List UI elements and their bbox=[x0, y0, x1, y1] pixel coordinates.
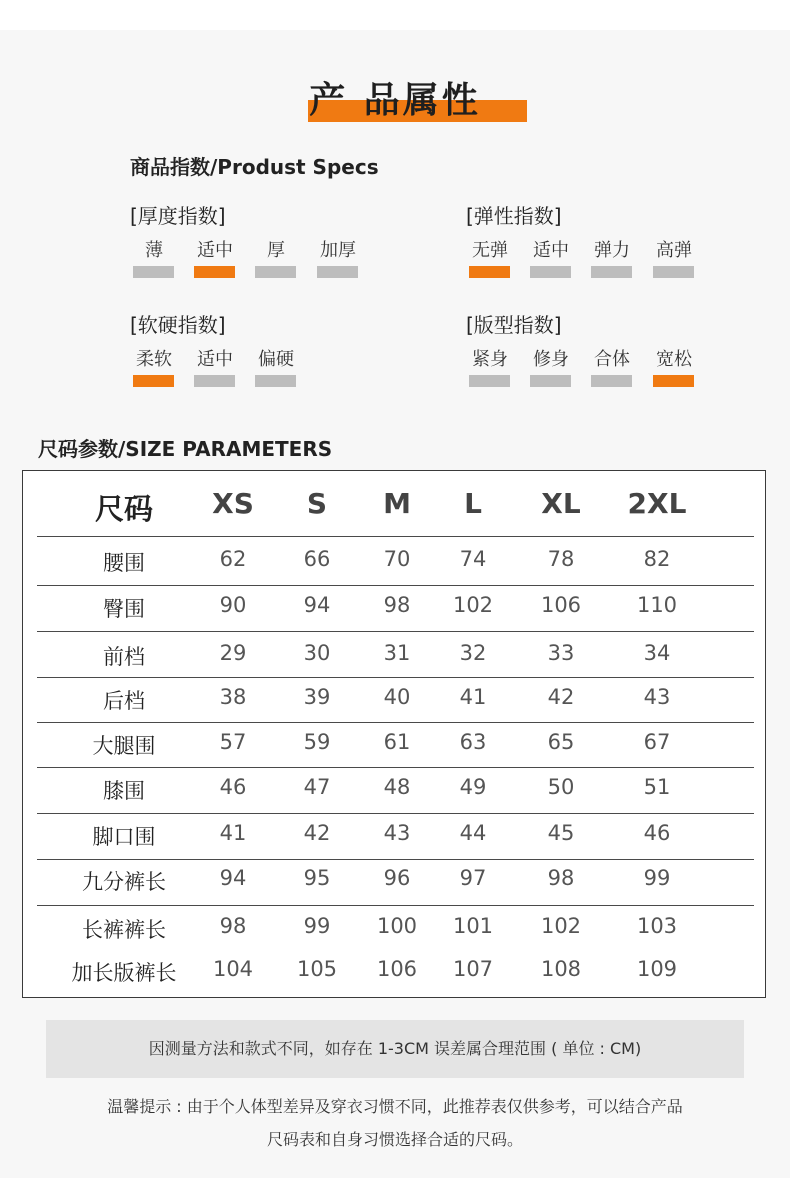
row-value: 45 bbox=[547, 821, 575, 845]
row-value: 98 bbox=[547, 866, 575, 890]
row-label: 臀围 bbox=[103, 597, 145, 621]
spec-indicator bbox=[317, 266, 358, 278]
spec-group-softness bbox=[130, 309, 294, 370]
row-value: 59 bbox=[303, 730, 331, 754]
row-value: 32 bbox=[459, 641, 487, 665]
row-label: 前档 bbox=[103, 645, 145, 669]
measurement-note: 因测量方法和款式不同，如存在 1-3CM 误差属合理范围 ( 单位 : CM) bbox=[46, 1020, 744, 1078]
row-divider bbox=[37, 585, 754, 586]
spec-group-thickness bbox=[130, 200, 356, 261]
spec-option-label: 厚 bbox=[267, 240, 285, 261]
spec-option-label: 适中 bbox=[197, 349, 233, 370]
spec-option bbox=[469, 345, 511, 371]
row-value: 98 bbox=[383, 593, 411, 617]
spec-option bbox=[194, 345, 236, 371]
spec-indicator bbox=[133, 266, 174, 278]
row-value: 47 bbox=[303, 775, 331, 799]
spec-indicator bbox=[591, 375, 632, 387]
row-value: 43 bbox=[643, 685, 671, 709]
spec-option bbox=[653, 345, 695, 371]
row-value: 44 bbox=[459, 821, 487, 845]
spec-option bbox=[133, 345, 175, 371]
row-value: 70 bbox=[383, 547, 411, 571]
spec-indicator bbox=[530, 266, 571, 278]
row-value: 30 bbox=[303, 641, 331, 665]
row-value: 97 bbox=[459, 866, 487, 890]
row-value: 95 bbox=[303, 866, 331, 890]
spec-option bbox=[653, 236, 695, 262]
spec-indicator-active bbox=[194, 266, 235, 278]
spec-option-label: 弹力 bbox=[594, 240, 630, 261]
spec-indicator bbox=[591, 266, 632, 278]
row-value: 29 bbox=[219, 641, 247, 665]
spec-option-label: 高弹 bbox=[656, 240, 692, 261]
row-label: 脚口围 bbox=[92, 825, 156, 849]
spec-indicator-active bbox=[133, 375, 174, 387]
spec-option bbox=[591, 345, 633, 371]
spec-option-label: 薄 bbox=[145, 240, 163, 261]
row-divider bbox=[37, 813, 754, 814]
row-label: 后档 bbox=[103, 689, 145, 713]
spec-group-elasticity bbox=[466, 200, 692, 261]
spec-option bbox=[194, 236, 236, 262]
row-value: 90 bbox=[219, 593, 247, 617]
row-value: 40 bbox=[383, 685, 411, 709]
row-label: 加长版裤长 bbox=[71, 961, 177, 985]
spec-indicator-active bbox=[653, 375, 694, 387]
row-label: 膝围 bbox=[103, 779, 145, 803]
row-value: 41 bbox=[459, 685, 487, 709]
row-value: 63 bbox=[459, 730, 487, 754]
spec-option-label: 无弹 bbox=[472, 240, 508, 261]
spec-indicator bbox=[530, 375, 571, 387]
row-value: 98 bbox=[219, 914, 247, 938]
size-header-cell: 2XL bbox=[627, 487, 687, 520]
row-value: 46 bbox=[219, 775, 247, 799]
size-header-label: 尺码 bbox=[94, 492, 153, 526]
size-heading: 尺码参数/SIZE PARAMETERS bbox=[38, 437, 333, 461]
spec-option-label: 适中 bbox=[533, 240, 569, 261]
spec-group-fit bbox=[466, 309, 692, 370]
spec-option-label: 加厚 bbox=[320, 240, 356, 261]
spec-group-title: [版型指数] bbox=[466, 313, 562, 337]
row-label: 腰围 bbox=[103, 551, 145, 575]
row-divider bbox=[37, 677, 754, 678]
spec-option bbox=[255, 345, 297, 371]
row-value: 42 bbox=[303, 821, 331, 845]
spec-option-label: 修身 bbox=[533, 349, 569, 370]
top-band bbox=[0, 0, 790, 30]
row-value: 78 bbox=[547, 547, 575, 571]
spec-option-label: 偏硬 bbox=[258, 349, 294, 370]
spec-indicator bbox=[194, 375, 235, 387]
size-header-cell: XS bbox=[212, 487, 254, 520]
row-label: 九分裤长 bbox=[82, 870, 166, 894]
row-value: 57 bbox=[219, 730, 247, 754]
row-value: 82 bbox=[643, 547, 671, 571]
row-divider bbox=[37, 536, 754, 537]
row-value: 105 bbox=[296, 957, 338, 981]
size-header-cell: XL bbox=[541, 487, 581, 520]
row-value: 49 bbox=[459, 775, 487, 799]
spec-group-title: [厚度指数] bbox=[130, 204, 226, 228]
row-value: 65 bbox=[547, 730, 575, 754]
row-value: 48 bbox=[383, 775, 411, 799]
spec-indicator bbox=[255, 266, 296, 278]
spec-indicator bbox=[255, 375, 296, 387]
row-value: 106 bbox=[540, 593, 582, 617]
spec-option-label: 紧身 bbox=[472, 349, 508, 370]
row-value: 39 bbox=[303, 685, 331, 709]
row-value: 46 bbox=[643, 821, 671, 845]
spec-option-label: 柔软 bbox=[136, 349, 172, 370]
spec-option-label: 适中 bbox=[197, 240, 233, 261]
row-value: 74 bbox=[459, 547, 487, 571]
row-value: 99 bbox=[643, 866, 671, 890]
size-header-cell: L bbox=[464, 487, 482, 520]
section-title bbox=[0, 72, 790, 132]
row-value: 42 bbox=[547, 685, 575, 709]
row-value: 66 bbox=[303, 547, 331, 571]
row-value: 103 bbox=[636, 914, 678, 938]
spec-option bbox=[591, 236, 633, 262]
row-value: 101 bbox=[452, 914, 494, 938]
row-value: 43 bbox=[383, 821, 411, 845]
row-label: 长裤裤长 bbox=[82, 918, 166, 942]
tip-line-1: 温馨提示 : 由于个人体型差异及穿衣习惯不同，此推荐表仅供参考，可以结合产品 bbox=[107, 1097, 683, 1116]
spec-option bbox=[133, 236, 175, 262]
spec-indicator bbox=[469, 375, 510, 387]
row-value: 96 bbox=[383, 866, 411, 890]
row-divider bbox=[37, 767, 754, 768]
row-value: 33 bbox=[547, 641, 575, 665]
row-value: 104 bbox=[212, 957, 254, 981]
spec-option bbox=[530, 345, 572, 371]
spec-indicator-active bbox=[469, 266, 510, 278]
spec-group-title: [弹性指数] bbox=[466, 204, 562, 228]
row-divider bbox=[37, 631, 754, 632]
row-value: 110 bbox=[636, 593, 678, 617]
row-value: 109 bbox=[636, 957, 678, 981]
specs-heading: 商品指数/Produst Specs bbox=[130, 155, 379, 179]
row-value: 50 bbox=[547, 775, 575, 799]
row-value: 51 bbox=[643, 775, 671, 799]
row-value: 62 bbox=[219, 547, 247, 571]
spec-option bbox=[469, 236, 511, 262]
row-divider bbox=[37, 905, 754, 906]
spec-option-label: 合体 bbox=[594, 349, 630, 370]
spec-option bbox=[530, 236, 572, 262]
row-value: 102 bbox=[452, 593, 494, 617]
row-value: 67 bbox=[643, 730, 671, 754]
row-value: 41 bbox=[219, 821, 247, 845]
spec-option bbox=[255, 236, 297, 262]
row-value: 94 bbox=[219, 866, 247, 890]
row-value: 107 bbox=[452, 957, 494, 981]
row-value: 108 bbox=[540, 957, 582, 981]
row-value: 102 bbox=[540, 914, 582, 938]
spec-option-label: 宽松 bbox=[656, 349, 692, 370]
size-header-cell: S bbox=[306, 487, 328, 520]
row-value: 34 bbox=[643, 641, 671, 665]
size-header-cell: M bbox=[383, 487, 411, 520]
row-value: 94 bbox=[303, 593, 331, 617]
row-value: 61 bbox=[383, 730, 411, 754]
tip-line-2: 尺码表和自身习惯选择合适的尺码。 bbox=[266, 1130, 523, 1149]
row-value: 38 bbox=[219, 685, 247, 709]
row-value: 99 bbox=[303, 914, 331, 938]
spec-option bbox=[317, 236, 359, 262]
row-divider bbox=[37, 722, 754, 723]
row-value: 106 bbox=[376, 957, 418, 981]
row-label: 大腿围 bbox=[92, 734, 156, 758]
page-title: 产 品属性 bbox=[309, 80, 481, 121]
row-divider bbox=[37, 859, 754, 860]
size-table bbox=[22, 470, 766, 998]
row-value: 100 bbox=[376, 914, 418, 938]
spec-indicator bbox=[653, 266, 694, 278]
row-value: 31 bbox=[383, 641, 411, 665]
spec-group-title: [软硬指数] bbox=[130, 313, 226, 337]
